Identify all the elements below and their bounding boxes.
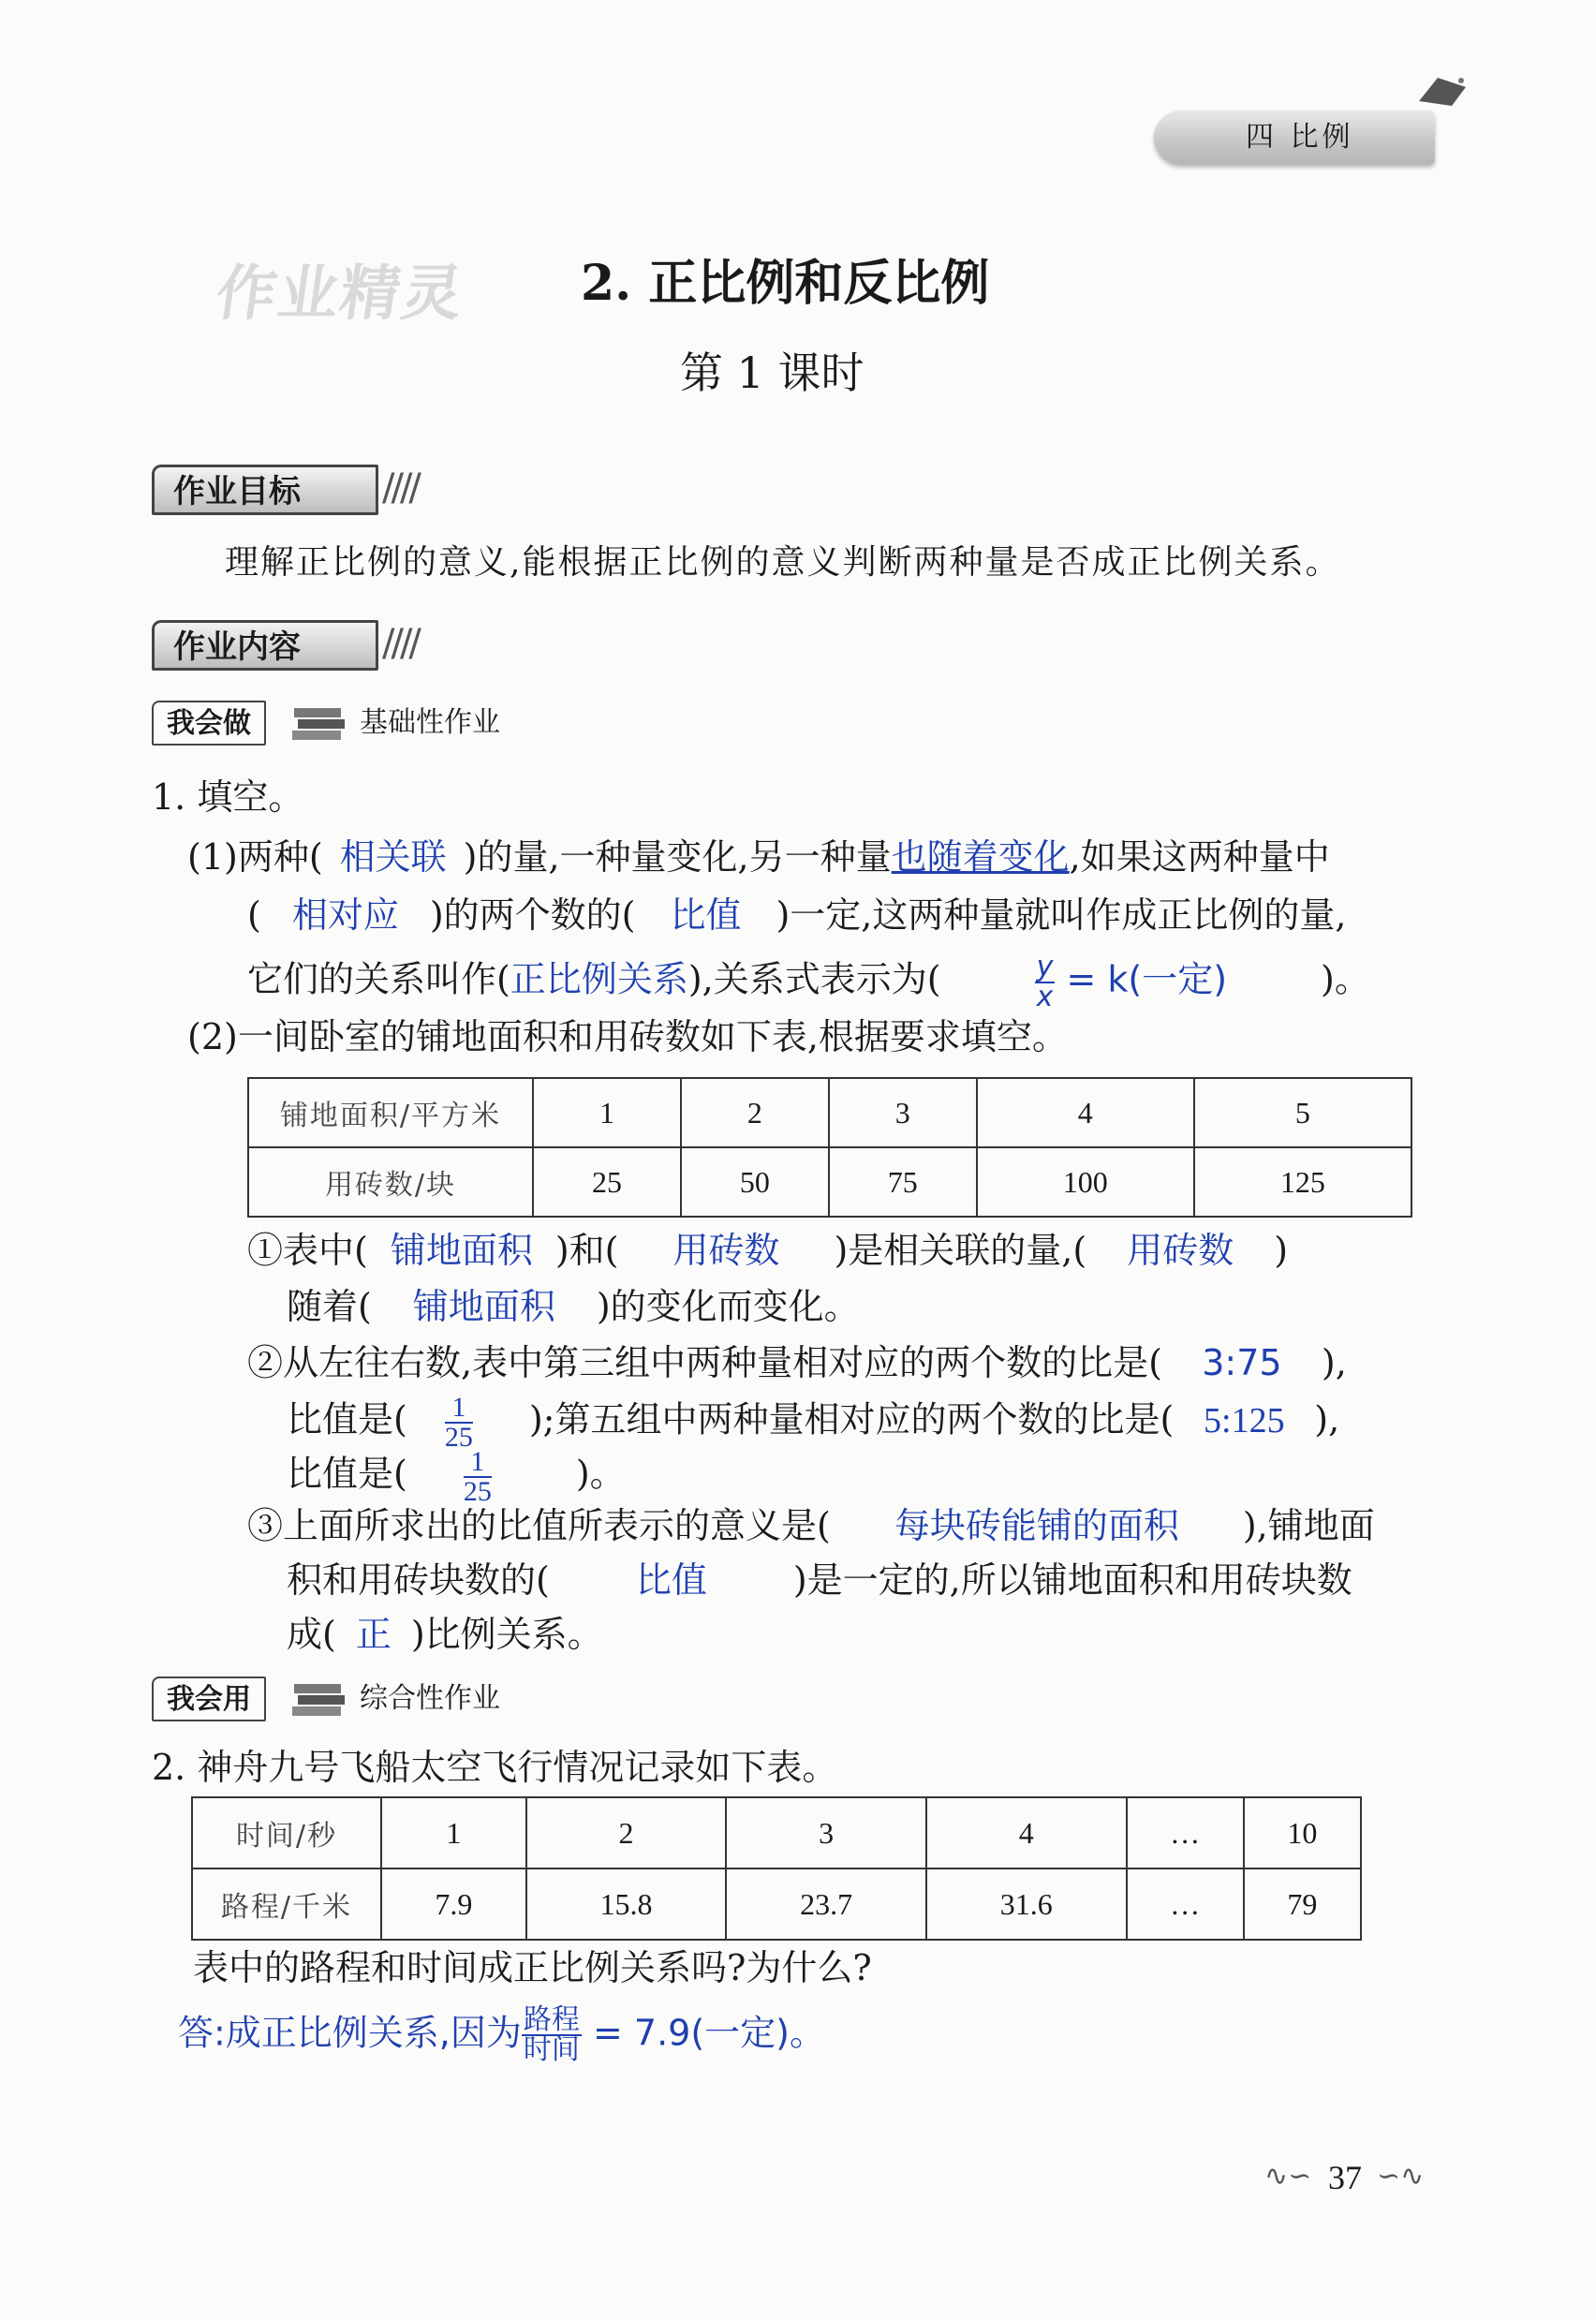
table-cell: 15.8 <box>526 1868 727 1940</box>
text: ), <box>1321 1342 1347 1383</box>
comprehensive-badge-label: 我会用 <box>167 1683 251 1716</box>
q1-p1-line2 <box>247 892 1346 938</box>
basic-homework-label: 基础性作业 <box>360 706 500 739</box>
table-cell: 23.7 <box>726 1868 926 1940</box>
unit-header-label: 四 比例 <box>1246 121 1354 154</box>
q1-p1-line3 <box>247 953 1370 1012</box>
text: ), <box>1314 1398 1340 1440</box>
table-cell: 5 <box>1194 1078 1411 1147</box>
books-icon <box>290 1676 348 1723</box>
page-ornament-left-icon: ∿∽ <box>1264 2160 1312 2193</box>
text: 随着( <box>287 1286 372 1327</box>
text: (1)两种( <box>187 836 323 878</box>
lesson-subtitle: 第 1 课时 <box>680 347 864 398</box>
text: 成( <box>287 1614 336 1655</box>
q1-s3-line2 <box>287 1557 1352 1603</box>
text: )一定,这两种量就叫作成正比例的量, <box>776 894 1347 936</box>
table-header-cell: 用砖数/块 <box>248 1147 533 1217</box>
fraction-numerator: 路程 <box>523 2003 580 2036</box>
text: 它们的关系叫作( <box>247 958 510 1000</box>
table-cell: 3 <box>726 1797 926 1868</box>
answer: 正比例关系 <box>510 958 688 1000</box>
table-cell: 31.6 <box>926 1868 1127 1940</box>
answer-fraction <box>464 1448 492 1506</box>
q1-p1-line1 <box>187 834 1330 880</box>
answer: 比值 <box>635 1559 707 1601</box>
fraction-numerator: 1 <box>445 1394 473 1424</box>
table-cell: 2 <box>526 1797 727 1868</box>
text: ),铺地面 <box>1242 1505 1375 1546</box>
table-cell: 1 <box>533 1078 681 1147</box>
answer-fraction <box>1035 953 1056 1012</box>
answer: = k(一定) <box>1066 958 1228 1000</box>
text: )比例关系。 <box>410 1614 603 1655</box>
answer: 3:75 <box>1202 1342 1282 1383</box>
tile-table <box>247 1077 1412 1218</box>
text: 比值是( <box>287 1453 407 1495</box>
fraction-numerator: y <box>1036 951 1054 983</box>
page-ornament-right-icon: ∽∿ <box>1377 2160 1425 2193</box>
text: 比值是( <box>287 1398 407 1440</box>
text: ①表中( <box>247 1230 368 1271</box>
answer: 用砖数 <box>672 1230 780 1271</box>
comprehensive-homework-badge <box>152 1676 266 1721</box>
table-header-cell: 铺地面积/平方米 <box>248 1078 533 1147</box>
table-cell: … <box>1127 1868 1244 1940</box>
table-header-cell: 路程/千米 <box>192 1868 381 1940</box>
table-cell: 10 <box>1244 1797 1361 1868</box>
text: ( <box>247 894 261 936</box>
goal-section-badge <box>152 465 378 515</box>
table-cell: 79 <box>1244 1868 1361 1940</box>
q2-question: 表中的路程和时间成正比例关系吗?为什么? <box>193 1947 872 1988</box>
table-cell: 125 <box>1194 1147 1411 1217</box>
answer: 铺地面积 <box>390 1230 533 1271</box>
answer: 每块砖能铺的面积 <box>894 1505 1179 1546</box>
table-row <box>192 1868 1361 1940</box>
answer: 5:125 <box>1204 1400 1285 1440</box>
text: ,如果这两种量中 <box>1069 836 1330 878</box>
text: )的量,一种量变化,另一种量 <box>463 836 892 878</box>
table-cell: 7.9 <box>381 1868 526 1940</box>
table-cell: 50 <box>681 1147 829 1217</box>
fraction-denominator: 时间 <box>523 2033 580 2066</box>
watermark: 作业精灵 <box>211 259 469 329</box>
answer: 比值 <box>670 894 742 936</box>
table-header-cell: 时间/秒 <box>192 1797 381 1868</box>
text: )和( <box>554 1230 619 1271</box>
text: )。 <box>575 1453 626 1495</box>
books-icon <box>290 701 348 747</box>
page-number: 37 <box>1328 2159 1362 2196</box>
q2-answer <box>178 2003 825 2066</box>
q1-s2-line2 <box>287 1394 1339 1452</box>
basic-homework-badge <box>152 701 266 746</box>
answer: 铺地面积 <box>412 1286 555 1327</box>
text: );第五组中两种量相对应的两个数的比是( <box>528 1398 1175 1440</box>
answer-fraction <box>522 2003 582 2066</box>
q1-s3-line3 <box>287 1611 603 1658</box>
table-cell: 4 <box>977 1078 1194 1147</box>
text: )的两个数的( <box>429 894 636 936</box>
ornament-icon <box>1414 73 1470 111</box>
text: )是一定的,所以铺地面积和用砖块数 <box>792 1559 1352 1601</box>
answer-text: = 7.9(一定)。 <box>592 2012 825 2054</box>
table-cell: … <box>1127 1797 1244 1868</box>
text: ③上面所求出的比值所表示的意义是( <box>247 1505 831 1546</box>
slash-decoration-icon: //// <box>382 466 418 510</box>
text: )的变化而变化。 <box>596 1286 860 1327</box>
text: ②从左往右数,表中第三组中两种量相对应的两个数的比是( <box>247 1342 1162 1383</box>
fraction-denominator: 25 <box>444 1422 473 1453</box>
table-cell: 100 <box>977 1147 1194 1217</box>
table-cell: 3 <box>829 1078 977 1147</box>
page-title: 2. 正比例和反比例 <box>581 255 990 312</box>
table-cell: 1 <box>381 1797 526 1868</box>
text: )是相关联的量,( <box>834 1230 1087 1271</box>
basic-badge-label: 我会做 <box>167 707 251 740</box>
q1-s1-line1 <box>247 1227 1288 1274</box>
table-cell: 2 <box>681 1078 829 1147</box>
answer-fraction <box>445 1394 473 1452</box>
text: )。 <box>1321 958 1370 1000</box>
content-section-badge <box>152 620 378 671</box>
table-row <box>248 1078 1411 1147</box>
text: 积和用砖块数的( <box>287 1559 550 1601</box>
text: ),关系式表示为( <box>687 958 941 1000</box>
table-row <box>192 1797 1361 1868</box>
content-section-label: 作业内容 <box>173 628 301 666</box>
fraction-denominator: 25 <box>463 1476 492 1507</box>
q1-heading: 1. 填空。 <box>152 776 304 818</box>
q1-s1-line2 <box>287 1283 860 1330</box>
answer: 相关联 <box>339 836 447 878</box>
goal-section-label: 作业目标 <box>173 473 301 510</box>
text: ) <box>1274 1230 1289 1271</box>
comprehensive-homework-label: 综合性作业 <box>360 1682 500 1715</box>
q1-s3-line1 <box>247 1502 1375 1549</box>
q2-heading: 2. 神舟九号飞船太空飞行情况记录如下表。 <box>152 1747 838 1788</box>
table-cell: 25 <box>533 1147 681 1217</box>
q1-s2-line1 <box>247 1339 1347 1386</box>
answer: 正 <box>355 1614 392 1655</box>
answer: 也随着变化 <box>891 836 1070 878</box>
goal-text: 理解正比例的意义,能根据正比例的意义判断两种量是否成正比例关系。 <box>225 543 1341 582</box>
fraction-numerator: 1 <box>464 1448 492 1478</box>
table-cell: 75 <box>829 1147 977 1217</box>
answer: 用砖数 <box>1127 1230 1234 1271</box>
answer-text: 答:成正比例关系,因为 <box>178 2012 522 2054</box>
slash-decoration-icon: //// <box>382 622 418 665</box>
flight-table <box>191 1796 1362 1941</box>
q1-s2-line3 <box>287 1448 626 1506</box>
q1-p2-intro: (2)一间卧室的铺地面积和用砖数如下表,根据要求填空。 <box>187 1016 1068 1057</box>
fraction-denominator: x <box>1036 981 1054 1013</box>
answer: 相对应 <box>291 894 399 936</box>
table-row <box>248 1147 1411 1217</box>
table-cell: 4 <box>926 1797 1127 1868</box>
